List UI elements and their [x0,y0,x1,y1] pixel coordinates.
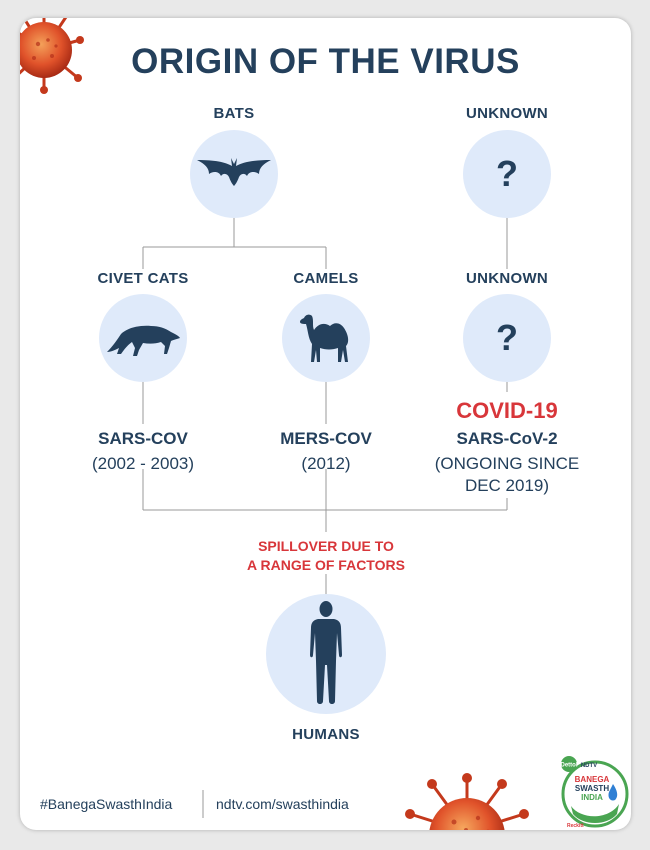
covid-date-line1: (ONGOING SINCE [434,454,580,473]
node-label-camels: CAMELS [293,270,359,287]
node-label-unknown-top: UNKNOWN [465,105,549,122]
unknown-mid-circle [463,294,551,382]
civet-cats-circle [99,294,187,382]
question-mark-icon: ? [496,153,518,194]
spillover-line2: A RANGE OF FACTORS [247,557,405,573]
sars-cov-2-name: SARS-CoV-2 [456,429,558,448]
logo-partner: NDTV [580,763,598,769]
mers-name: MERS-COV [280,429,372,448]
unknown-top-circle [463,130,551,218]
bat-icon [197,154,271,194]
infographic-card [20,18,631,830]
page-title: ORIGIN OF THE VIRUS [131,42,520,81]
node-label-humans: HUMANS [292,726,360,743]
camel-icon [296,310,356,366]
humans-circle [266,594,386,714]
node-label-unknown-mid: UNKNOWN [465,270,549,287]
logo-line2: SWASTH [574,784,610,793]
civet-cat-icon [105,318,181,358]
logo-line1: BANEGA [574,775,610,784]
footer-url[interactable]: ndtv.com/swasthindia [216,796,349,812]
bats-circle [190,130,278,218]
camels-circle [282,294,370,382]
footer-hashtag[interactable]: #BanegaSwasthIndia [40,796,173,812]
node-label-bats: BATS [213,105,255,122]
covid-headline: COVID-19 [456,398,558,423]
mers-date: (2012) [301,454,351,473]
virus-icon [402,770,532,830]
sars-name: SARS-COV [98,429,188,448]
human-icon [308,601,344,707]
logo-badge-icon [559,754,629,830]
logo-brand: Dettol [560,762,578,769]
sars-date: (2002 - 2003) [91,454,195,473]
banega-swasth-india-logo [559,754,629,830]
spillover-line1: SPILLOVER DUE TO [258,538,394,554]
node-label-civet-cats: CIVET CATS [97,270,189,287]
question-mark-icon: ? [496,317,518,358]
covid-date-line2: DEC 2019) [464,476,550,495]
logo-line3: INDIA [581,793,603,802]
logo-tag: Reckitt [567,823,584,829]
